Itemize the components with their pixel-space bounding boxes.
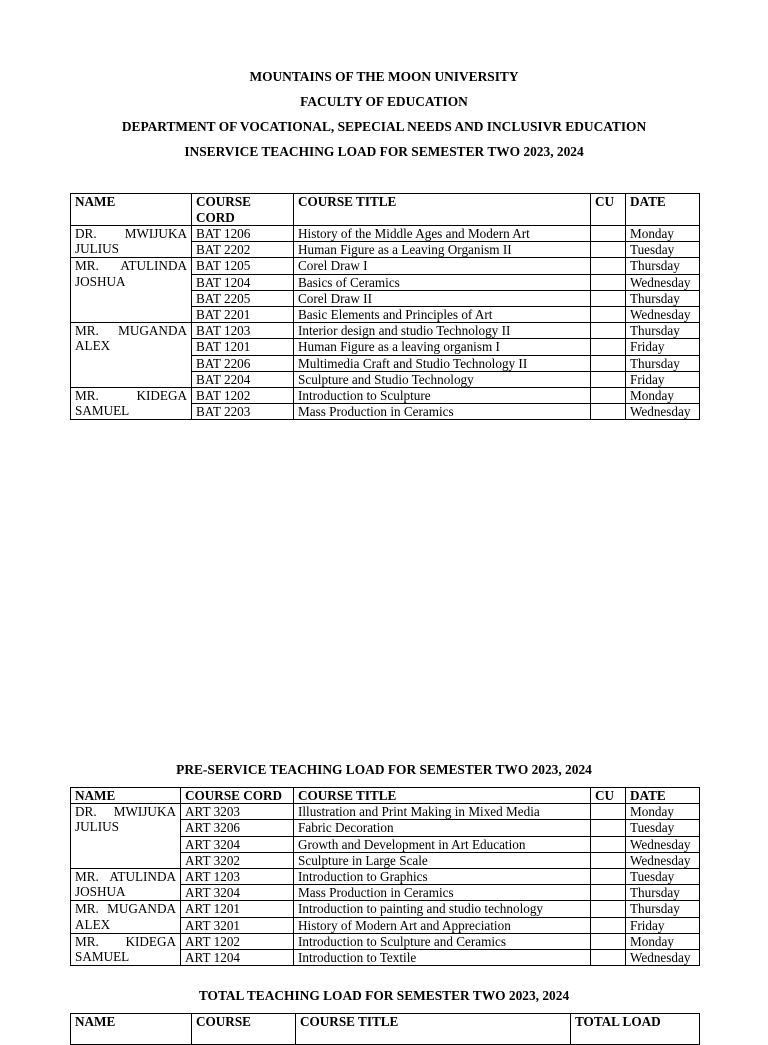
course-cu — [591, 323, 626, 339]
col-header-cu: CU — [591, 194, 626, 226]
course-cu — [591, 885, 626, 901]
course-date: Thursday — [626, 323, 700, 339]
course-code: ART 3206 — [181, 820, 294, 836]
col-header-title: COURSE TITLE — [294, 194, 591, 226]
course-date: Tuesday — [626, 242, 700, 258]
course-code: ART 3203 — [181, 804, 294, 820]
course-title: Interior design and studio Technology II — [294, 323, 591, 339]
course-code: ART 3202 — [181, 852, 294, 868]
lecturer-name: MR. ATULINDA JOSHUA — [71, 869, 181, 901]
course-code: ART 3204 — [181, 885, 294, 901]
course-title: Mass Production in Ceramics — [294, 885, 591, 901]
preservice-heading: PRE-SERVICE TEACHING LOAD FOR SEMESTER TWO 2023, 2024 — [176, 762, 592, 777]
course-title: Sculpture and Studio Technology — [294, 371, 591, 387]
course-date: Thursday — [626, 901, 700, 917]
course-cu — [591, 804, 626, 820]
lecturer-name: MR. ATULINDA JOSHUA — [71, 258, 192, 323]
course-title: Introduction to Textile — [294, 950, 591, 966]
course-date: Tuesday — [626, 820, 700, 836]
course-code: BAT 1205 — [192, 258, 294, 274]
course-date: Wednesday — [626, 307, 700, 323]
course-date: Wednesday — [626, 836, 700, 852]
course-cu — [591, 274, 626, 290]
course-cu — [591, 388, 626, 404]
course-code: ART 1204 — [181, 950, 294, 966]
course-code: ART 3204 — [181, 836, 294, 852]
table-header-row — [71, 1014, 700, 1045]
course-date: Wednesday — [626, 852, 700, 868]
course-code: ART 1203 — [181, 869, 294, 885]
course-title: Corel Draw II — [294, 290, 591, 306]
course-code: BAT 2203 — [192, 404, 294, 420]
course-title: Growth and Development in Art Education — [294, 836, 591, 852]
course-cu — [591, 950, 626, 966]
course-title: Introduction to Sculpture — [294, 388, 591, 404]
col-header-title: COURSE TITLE — [296, 1014, 571, 1045]
course-cu — [591, 836, 626, 852]
table-header-row — [71, 194, 700, 226]
table-row — [71, 258, 700, 274]
course-cu — [591, 869, 626, 885]
lecturer-name: DR. MWIJUKA JULIUS — [71, 226, 192, 258]
course-date: Friday — [626, 917, 700, 933]
course-code: ART 3201 — [181, 917, 294, 933]
course-cu — [591, 852, 626, 868]
course-date: Thursday — [626, 885, 700, 901]
course-code: BAT 1204 — [192, 274, 294, 290]
course-cu — [591, 917, 626, 933]
course-code: BAT 1201 — [192, 339, 294, 355]
course-date: Wednesday — [626, 274, 700, 290]
course-cu — [591, 226, 626, 242]
col-header-date: DATE — [626, 194, 700, 226]
table-row — [71, 388, 700, 404]
course-date: Wednesday — [626, 404, 700, 420]
table-row — [71, 804, 700, 820]
faculty-name: FACULTY OF EDUCATION — [300, 94, 468, 109]
course-title: Human Figure as a Leaving Organism II — [294, 242, 591, 258]
col-header-name: NAME — [71, 788, 181, 804]
course-cu — [591, 355, 626, 371]
course-title: History of the Middle Ages and Modern Art — [294, 226, 591, 242]
course-cu — [591, 901, 626, 917]
course-title: Introduction to Sculpture and Ceramics — [294, 933, 591, 949]
course-code: BAT 2206 — [192, 355, 294, 371]
course-code: BAT 1206 — [192, 226, 294, 242]
course-date: Monday — [626, 804, 700, 820]
course-title: Corel Draw I — [294, 258, 591, 274]
course-code: ART 1202 — [181, 933, 294, 949]
course-title: History of Modern Art and Appreciation — [294, 917, 591, 933]
total-heading: TOTAL TEACHING LOAD FOR SEMESTER TWO 2023, 2024 — [198, 988, 570, 1003]
course-date: Monday — [626, 226, 700, 242]
course-code: BAT 2201 — [192, 307, 294, 323]
col-header-course: COURSE — [192, 1014, 296, 1045]
course-cu — [591, 404, 626, 420]
course-title: Introduction to Graphics — [294, 869, 591, 885]
col-header-code: COURSE CORD — [181, 788, 294, 804]
inservice-heading: INSERVICE TEACHING LOAD FOR SEMESTER TWO 2023, 2024 — [184, 144, 584, 159]
col-header-title: COURSE TITLE — [294, 788, 591, 804]
course-cu — [591, 933, 626, 949]
course-title: Illustration and Print Making in Mixed Media — [294, 804, 591, 820]
lecturer-name: MR. MUGANDA ALEX — [71, 901, 181, 933]
table-header-row — [71, 788, 700, 804]
course-code: BAT 1202 — [192, 388, 294, 404]
table-row — [71, 869, 700, 885]
col-header-cu: CU — [591, 788, 626, 804]
course-cu — [591, 258, 626, 274]
col-header-code: COURSE CORD — [192, 194, 294, 226]
course-cu — [591, 371, 626, 387]
lecturer-name: DR. MWIJUKA JULIUS — [71, 804, 181, 869]
course-date: Wednesday — [626, 950, 700, 966]
inservice-table — [70, 193, 700, 420]
course-date: Monday — [626, 933, 700, 949]
university-name: MOUNTAINS OF THE MOON UNIVERSITY — [249, 69, 519, 84]
lecturer-name: MR. KIDEGA SAMUEL — [71, 388, 192, 420]
course-code: BAT 2204 — [192, 371, 294, 387]
col-header-load: TOTAL LOAD — [571, 1014, 700, 1045]
course-title: Fabric Decoration — [294, 820, 591, 836]
course-cu — [591, 339, 626, 355]
course-date: Thursday — [626, 355, 700, 371]
course-cu — [591, 307, 626, 323]
lecturer-name: MR. MUGANDA ALEX — [71, 323, 192, 388]
col-header-name: NAME — [71, 194, 192, 226]
col-header-name: NAME — [71, 1014, 192, 1045]
lecturer-name: MR. KIDEGA SAMUEL — [71, 933, 181, 965]
table-row — [71, 226, 700, 242]
col-header-date: DATE — [626, 788, 700, 804]
course-date: Thursday — [626, 258, 700, 274]
course-date: Tuesday — [626, 869, 700, 885]
course-date: Monday — [626, 388, 700, 404]
course-title: Basic Elements and Principles of Art — [294, 307, 591, 323]
course-title: Mass Production in Ceramics — [294, 404, 591, 420]
course-code: BAT 2202 — [192, 242, 294, 258]
course-title: Human Figure as a leaving organism I — [294, 339, 591, 355]
course-date: Friday — [626, 371, 700, 387]
course-cu — [591, 820, 626, 836]
table-row — [71, 933, 700, 949]
course-date: Friday — [626, 339, 700, 355]
course-title: Multimedia Craft and Studio Technology II — [294, 355, 591, 371]
course-code: BAT 1203 — [192, 323, 294, 339]
course-date: Thursday — [626, 290, 700, 306]
course-title: Sculpture in Large Scale — [294, 852, 591, 868]
course-cu — [591, 290, 626, 306]
department-name: DEPARTMENT OF VOCATIONAL, SEPECIAL NEEDS AND INCLUSIVR EDUCATION — [121, 119, 647, 134]
course-code: BAT 2205 — [192, 290, 294, 306]
table-row — [71, 323, 700, 339]
preservice-table — [70, 787, 700, 966]
table-row — [71, 901, 700, 917]
total-table — [70, 1013, 700, 1045]
course-code: ART 1201 — [181, 901, 294, 917]
course-cu — [591, 242, 626, 258]
course-title: Basics of Ceramics — [294, 274, 591, 290]
course-title: Introduction to painting and studio technology — [294, 901, 591, 917]
